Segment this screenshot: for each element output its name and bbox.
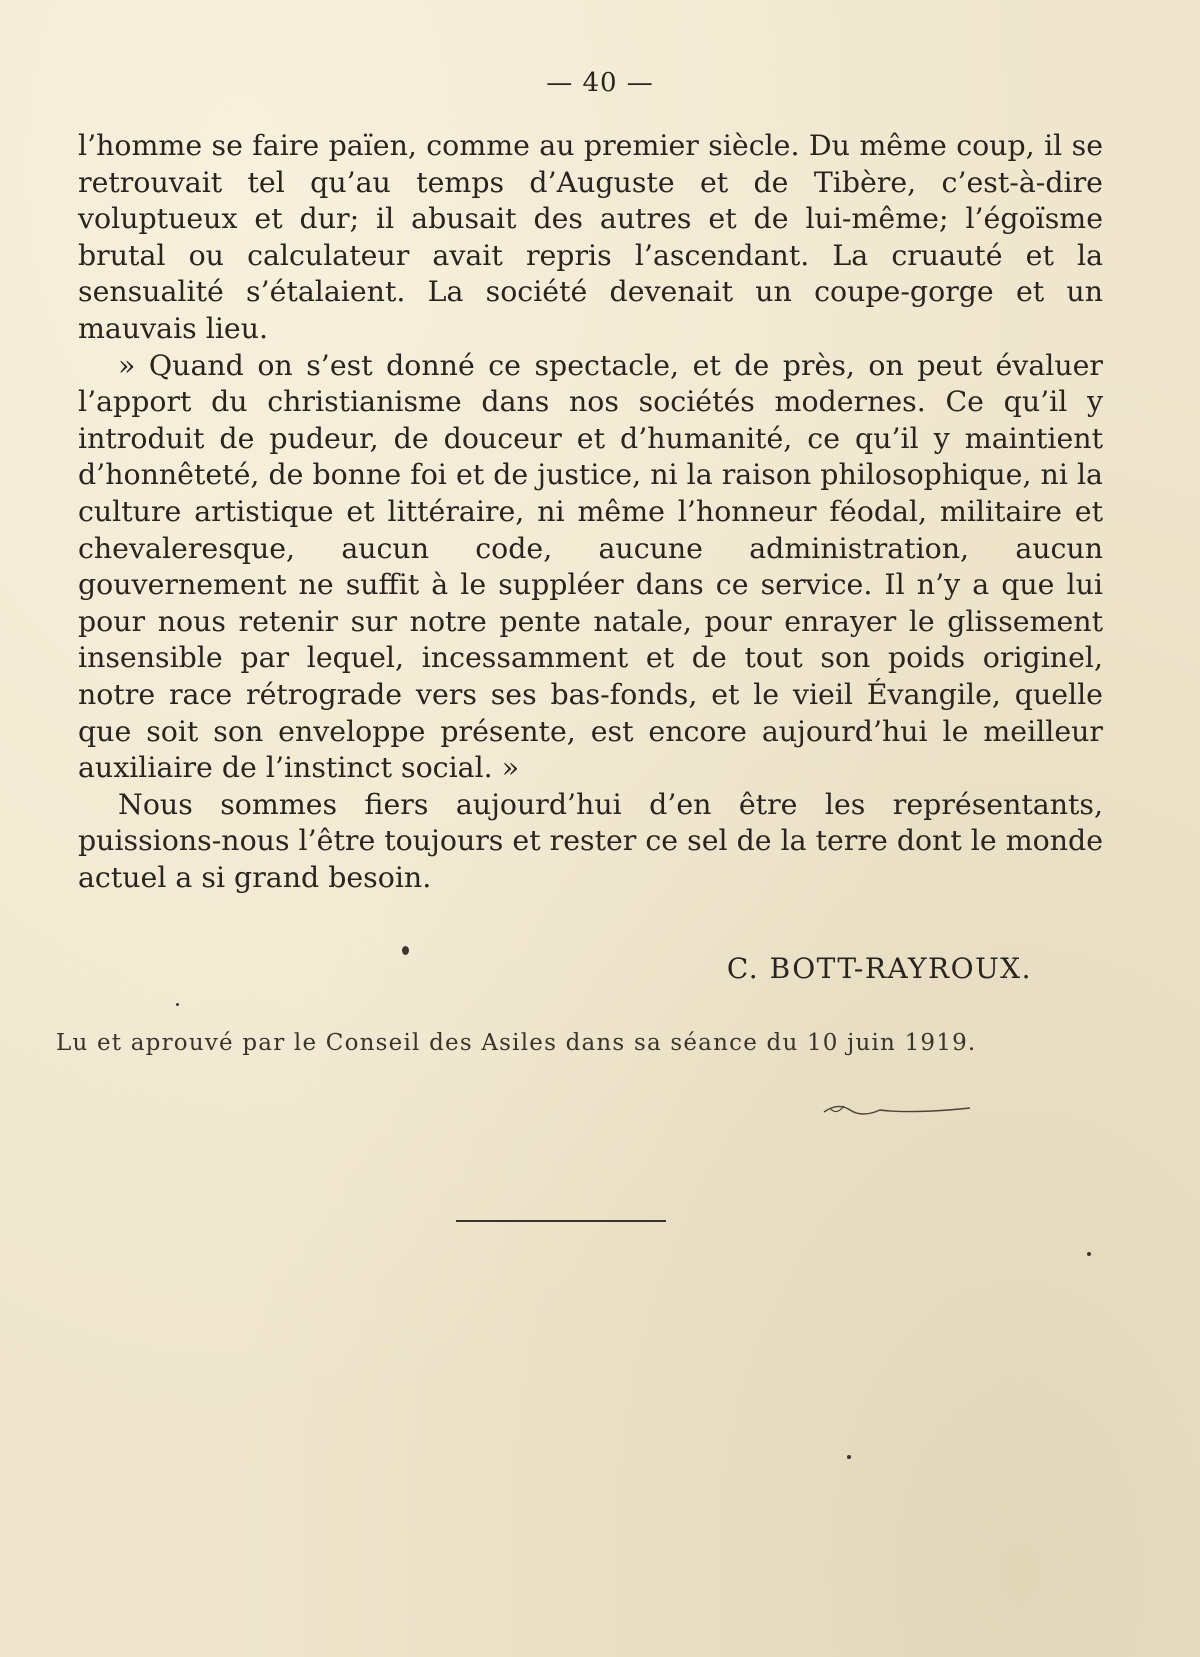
body-text: [78, 128, 1103, 896]
ink-speck: [847, 1455, 851, 1459]
ink-speck: [402, 946, 409, 955]
ink-speck: [176, 1003, 179, 1006]
page-number: — 40 —: [546, 68, 654, 98]
approval-note: Lu et aprouvé par le Conseil des Asiles dans sa séance du 10 juin 1919.: [56, 1030, 977, 1056]
end-rule: [456, 1220, 666, 1222]
pen-flourish-mark: [820, 1098, 980, 1122]
paragraph-1: l’homme se faire païen, comme au premier siècle. Du même coup, il se retrouvait tel qu’au temps d’Auguste et de Tibère, c’est-à-dire voluptueux et dur; il abusait des autres et de lui-même; l’égoïsme brutal ou calculateur avait repris l’ascendant. La cruauté et la sensualité s’étalaient. La société devenait un coupe-gorge et un mauvais lieu.: [78, 129, 1103, 345]
ink-speck: [1087, 1252, 1091, 1256]
signature: C. BOTT-RAYROUX.: [726, 952, 1032, 985]
paragraph-2: » Quand on s’est donné ce spectacle, et de près, on peut évaluer l’apport du christianisme dans nos sociétés modernes. Ce qu’il y introduit de pudeur, de douceur et d’humanité, ce qu’il y maintient d’honnêteté, de bonne foi et de justice, ni la raison philosophique, ni la culture artistique et littéraire, ni même l’honneur féodal, militaire et chevaleresque, aucun code, aucune administration, aucun gouvernement ne suffit à le suppléer dans ce service. Il n’y a que lui pour nous retenir sur notre pente natale, pour enrayer le glissement insensible par lequel, incessamment et de tout son poids originel, notre race rétrograde vers ses bas-fonds, et le vieil Évangile, quelle que soit son enveloppe présente, est encore aujourd’hui le meilleur auxiliaire de l’instinct social. »: [78, 348, 1103, 785]
paragraph-3: Nous sommes fiers aujourd’hui d’en être les représentants, puissions-nous l’être toujours et rester ce sel de la terre dont le monde actuel a si grand besoin.: [78, 787, 1103, 894]
